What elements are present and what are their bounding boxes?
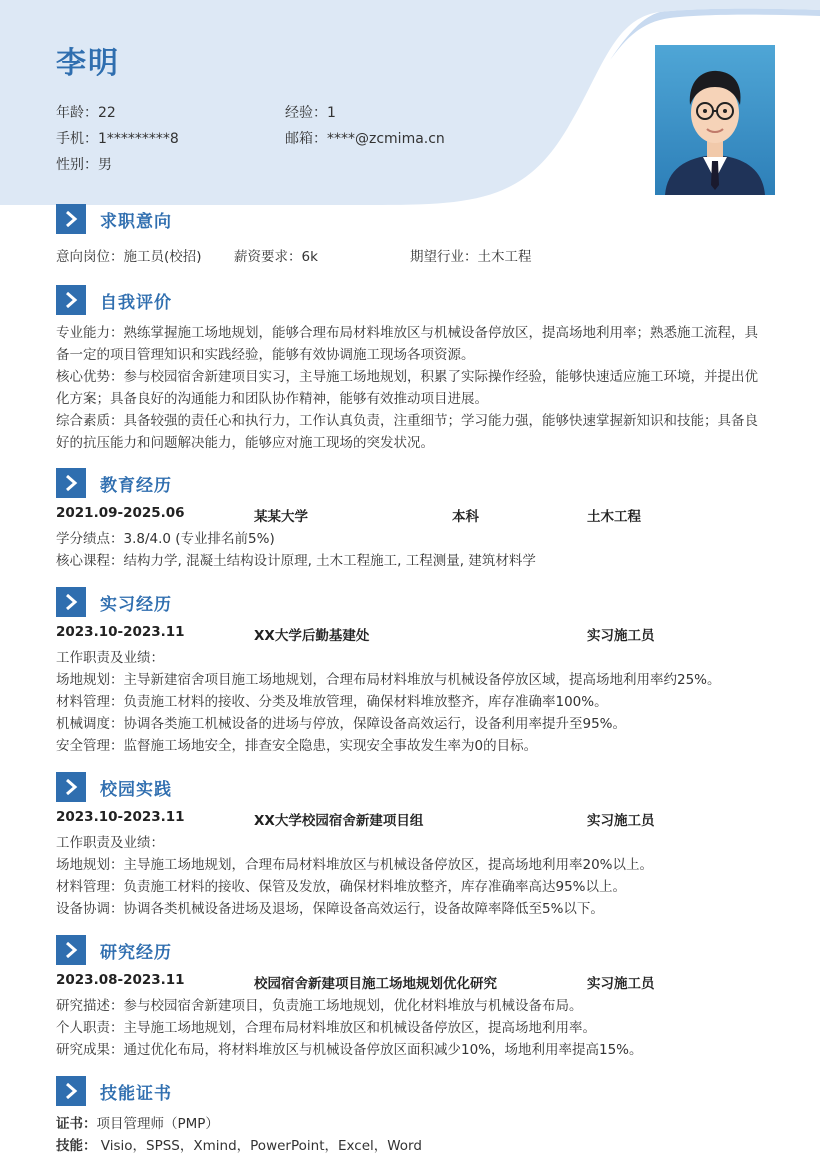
- research-project: 校园宿舍新建项目施工场地规划优化研究: [254, 976, 497, 992]
- campus-line: 场地规划：主导施工场地规划，合理布局材料堆放区与机械设备停放区，提高场地利用率20%以上。: [56, 857, 654, 873]
- campus-row: [56, 809, 768, 831]
- campus-line: 材料管理：负责施工材料的接收、保管及发放，确保材料堆放整齐，库存准确率高达95%以上。: [56, 879, 627, 895]
- internship-org: XX大学后勤基建处: [254, 628, 370, 644]
- internship-period: 2023.10-2023.11: [56, 624, 185, 640]
- section-research: [56, 935, 172, 965]
- internship-row: [56, 624, 768, 646]
- skill-line: [56, 1135, 768, 1157]
- chevron-right-icon: [56, 204, 86, 234]
- section-education: [56, 468, 172, 498]
- email-field: 邮箱：****@zcmima.cn: [285, 131, 445, 147]
- campus-role: 实习施工员: [587, 813, 655, 829]
- internship-line: 安全管理：监督施工场地安全，排查安全隐患，实现安全事故发生率为0的目标。: [56, 738, 538, 754]
- self-eval-paragraph: 核心优势：参与校园宿舍新建项目实习，主导施工场地规划，积累了实际操作经验，能够快速适应施工环境，并提出优化方案；具备良好的沟通能力和团队协作精神，能够有效推动项目进展。: [56, 369, 758, 407]
- age-field: 年龄：22: [56, 105, 116, 121]
- education-row: [56, 505, 768, 527]
- section-campus: [56, 772, 172, 802]
- internship-role: 实习施工员: [587, 628, 655, 644]
- phone-field: 手机：1*********8: [56, 131, 179, 147]
- research-line: 个人职责：主导施工场地规划，合理布局材料堆放区和机械设备停放区，提高场地利用率。: [56, 1020, 596, 1036]
- section-title: 求职意向: [100, 211, 172, 232]
- education-courses: 核心课程：结构力学, 混凝土结构设计原理, 土木工程施工, 工程测量, 建筑材料学: [56, 553, 536, 569]
- intent-industry: 期望行业：土木工程: [410, 249, 532, 265]
- skill-value: Visio，SPSS，Xmind，PowerPoint，Excel，Word: [96, 1138, 422, 1154]
- chevron-right-icon: [56, 935, 86, 965]
- self-eval-paragraph: 专业能力：熟练掌握施工场地规划，能够合理布局材料堆放区与机械设备停放区，提高场地利用率；熟悉施工流程，具备一定的项目管理知识和实践经验，能够有效协调施工现场各项资源。: [56, 325, 758, 363]
- cert-line: [56, 1113, 768, 1135]
- profile-photo: [655, 45, 775, 195]
- section-title: 实习经历: [100, 594, 172, 615]
- section-title: 校园实践: [100, 779, 172, 800]
- candidate-name: 李明: [56, 46, 120, 81]
- cert-label: 证书：: [56, 1116, 97, 1132]
- internship-line: 机械调度：协调各类施工机械设备的进场与停放，保障设备高效运行，设备利用率提升至95%。: [56, 716, 627, 732]
- internship-line: 工作职责及业绩：: [56, 650, 164, 666]
- research-period: 2023.08-2023.11: [56, 972, 185, 988]
- research-row: [56, 972, 768, 994]
- skill-label: 技能：: [56, 1138, 97, 1154]
- campus-period: 2023.10-2023.11: [56, 809, 185, 825]
- section-title: 技能证书: [100, 1083, 172, 1104]
- cert-value: 项目管理师（PMP）: [96, 1116, 219, 1132]
- internship-line: 场地规划：主导新建宿舍项目施工场地规划，合理布局材料堆放与机械设备停放区域，提高场地利用率约25%。: [56, 672, 721, 688]
- section-title: 教育经历: [100, 475, 172, 496]
- education-degree: 本科: [452, 509, 479, 525]
- chevron-right-icon: [56, 772, 86, 802]
- chevron-right-icon: [56, 1076, 86, 1106]
- education-major: 土木工程: [587, 509, 641, 525]
- section-internship: [56, 587, 172, 617]
- campus-line: 工作职责及业绩：: [56, 835, 164, 851]
- education-school: 某某大学: [254, 509, 308, 525]
- intent-position: 意向岗位：施工员(校招): [56, 249, 202, 265]
- internship-line: 材料管理：负责施工材料的接收、分类及堆放管理，确保材料堆放整齐，库存准确率100%。: [56, 694, 608, 710]
- intent-salary: 薪资要求：6k: [234, 249, 318, 265]
- section-title: 研究经历: [100, 942, 172, 963]
- campus-org: XX大学校园宿舍新建项目组: [254, 813, 424, 829]
- education-period: 2021.09-2025.06: [56, 505, 185, 521]
- chevron-right-icon: [56, 587, 86, 617]
- section-skills: [56, 1076, 172, 1106]
- research-line: 研究成果：通过优化布局，将材料堆放区与机械设备停放区面积减少10%，场地利用率提高15%。: [56, 1042, 643, 1058]
- self-eval-paragraph: 综合素质：具备较强的责任心和执行力，工作认真负责，注重细节；学习能力强，能够快速掌握新知识和技能；具备良好的抗压能力和问题解决能力，能够应对施工现场的突发状况。: [56, 413, 758, 451]
- research-role: 实习施工员: [587, 976, 655, 992]
- research-line: 研究描述：参与校园宿舍新建项目，负责施工场地规划，优化材料堆放与机械设备布局。: [56, 998, 583, 1014]
- chevron-right-icon: [56, 285, 86, 315]
- gender-field: 性别：男: [56, 157, 112, 173]
- education-gpa: 学分绩点：3.8/4.0 (专业排名前5%): [56, 531, 275, 547]
- section-job-intent: [56, 204, 172, 234]
- experience-field: 经验：1: [285, 105, 336, 121]
- section-title: 自我评价: [100, 292, 172, 313]
- section-self-eval: [56, 285, 172, 315]
- chevron-right-icon: [56, 468, 86, 498]
- campus-line: 设备协调：协调各类机械设备进场及退场，保障设备高效运行，设备故障率降低至5%以下。: [56, 901, 604, 917]
